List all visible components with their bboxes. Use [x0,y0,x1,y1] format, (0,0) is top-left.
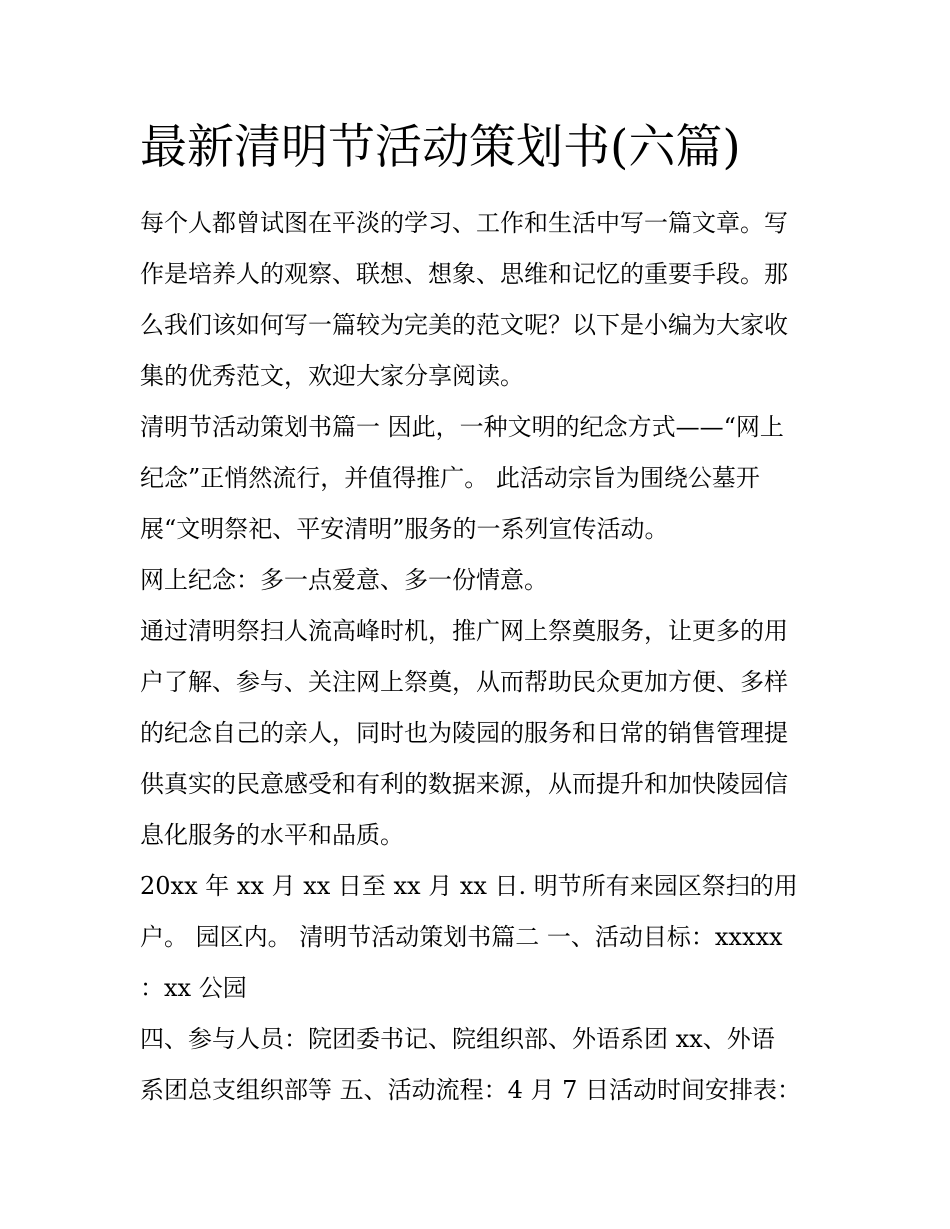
body-line: 户了解、参与、关注网上祭奠，从而帮助民众更加方便、多样 [140,668,788,696]
body-line: 清明节活动策划书篇一 因此，一种文明的纪念方式——“网上 [140,413,784,441]
body-line: 作是培养人的观察、联想、想象、思维和记忆的重要手段。那 [140,260,788,288]
body-line: 供真实的民意感受和有利的数据来源，从而提升和加快陵园信 [140,770,788,798]
body-line: 通过清明祭扫人流高峰时机，推广网上祭奠服务，让更多的用 [140,617,788,645]
document-title: 最新清明节活动策划书(六篇) [140,120,741,175]
body-line: 网上纪念：多一点爱意、多一份情意。 [140,566,548,594]
body-line: 20xx 年 xx 月 xx 日至 xx 月 xx 日. 明节所有来园区祭扫的用 [140,872,798,900]
body-line: 四、参与人员：院团委书记、院组织部、外语系团 xx、外语 [140,1025,775,1053]
body-line: 的纪念自己的亲人，同时也为陵园的服务和日常的销售管理提 [140,719,788,747]
body-line: 集的优秀范文，欢迎大家分享阅读。 [140,362,524,390]
body-line: 系团总支组织部等 五、活动流程：4 月 7 日活动时间安排表： [140,1076,802,1104]
body-line: 么我们该如何写一篇较为完美的范文呢？以下是小编为大家收 [140,311,788,339]
body-line: ：xx 公园 [140,974,247,1002]
document-body [140,198,820,1116]
body-line: 纪念”正悄然流行，并值得推广。 此活动宗旨为围绕公墓开 [140,464,760,492]
body-line: 户。 园区内。 清明节活动策划书篇二 一、活动目标：xxxxx [140,923,783,951]
body-line: 息化服务的水平和品质。 [140,821,404,849]
body-line: 展“文明祭祀、平安清明”服务的一系列宣传活动。 [140,515,669,543]
body-line: 每个人都曾试图在平淡的学习、工作和生活中写一篇文章。写 [140,209,788,237]
